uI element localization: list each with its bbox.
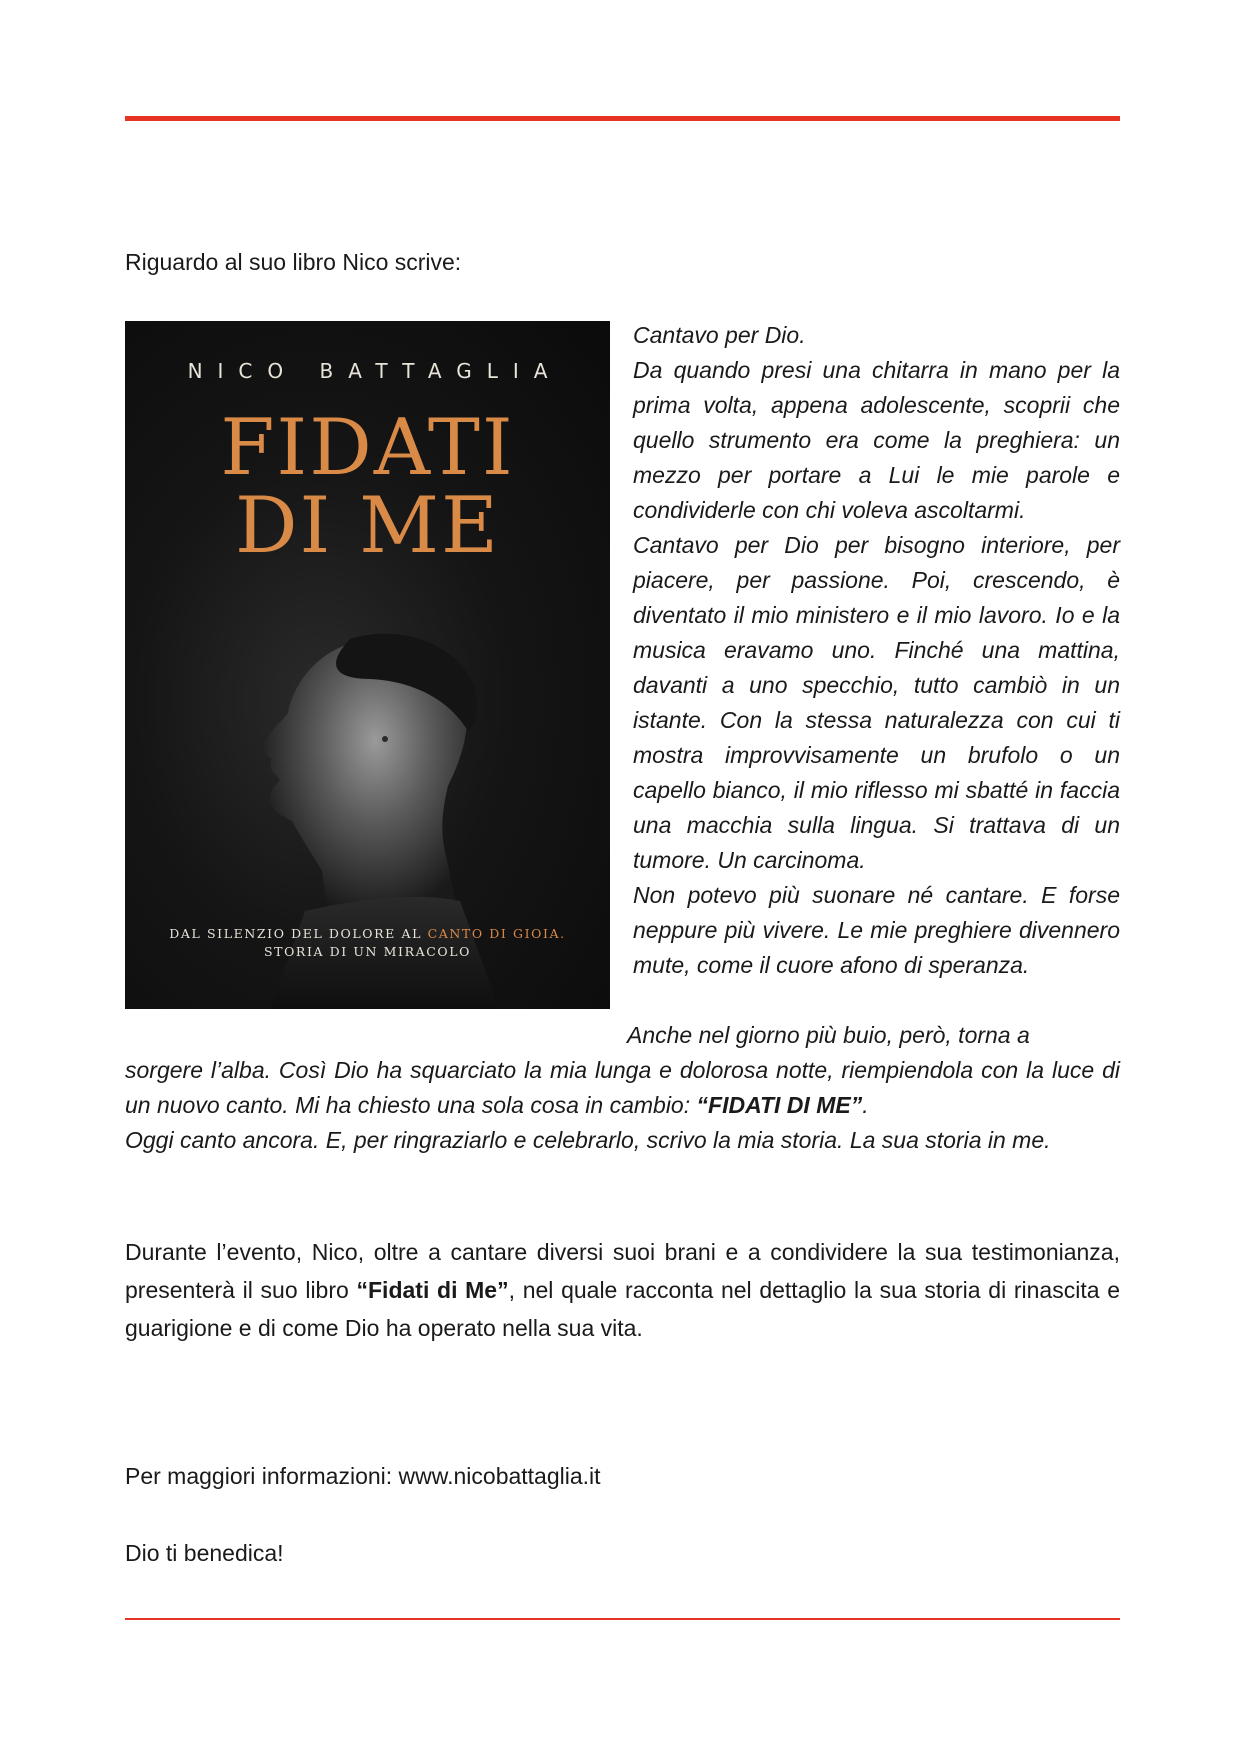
more-info-text: Per maggiori informazioni: www.nicobattaglia.it [125,1463,601,1489]
bottom-divider [125,1618,1120,1620]
cover-title-line-2: DI ME [235,481,500,571]
quote-paragraph-1: Cantavo per Dio. [633,322,806,348]
top-divider [125,116,1120,121]
book-quote-continuation [125,1018,1120,1158]
book-cover-image [125,321,610,1009]
quote-paragraph-2: Da quando presi una chitarra in mano per la prima volta, appena adolescente, scoprii che quello strumento era come la preghiera: un mezzo per portare a Lui le mie parole e condividerle con chi voleva ascoltarmi. [633,357,1120,523]
quote-paragraph-5 [125,1053,1120,1123]
cover-subtitle [125,925,610,961]
event-book-title: “Fidati di Me” [356,1277,509,1303]
quote-paragraph-4: Non potevo più suonare né cantare. E forse neppure più vivere. Le mie preghiere divennero mute, come il cuore afono di speranza. [633,882,1120,978]
event-text-before: Durante l’evento, Nico, oltre a cantare diversi suoi brani e a condividere la sua testimonianza, presenterà il suo libro [125,1239,1120,1303]
quote-paragraph-5-end: . [862,1092,869,1118]
event-description [125,1233,1120,1347]
blessing-text: Dio ti benedica! [125,1540,284,1566]
cover-subtitle-part-1: DAL SILENZIO DEL DOLORE AL [169,926,428,941]
book-quote-column [633,318,1120,983]
cover-subtitle-line-2: STORIA DI UN MIRACOLO [263,944,471,959]
cover-title-line-1: FIDATI [220,403,515,493]
quote-paragraph-6: Oggi canto ancora. E, per ringraziarlo e celebrarlo, scrivo la mia storia. La sua storia in me. [125,1127,1051,1153]
quote-paragraph-5-text: sorgere l’alba. Così Dio ha squarciato la mia lunga e dolorosa notte, riempiendola con la luce di un nuovo canto. Mi ha chiesto una sola cosa in cambio: [125,1057,1120,1118]
intro-text: Riguardo al suo libro Nico scrive: [125,249,462,275]
quote-paragraph-3: Cantavo per Dio per bisogno interiore, per piacere, per passione. Poi, crescendo, è diventato il mio ministero e il mio lavoro. Io e la musica eravamo uno. Finché una mattina, davanti a uno specchio, tutto cambiò in un istante. Con la stessa naturalezza con cui ti mostra improvvisamente un brufolo o un capello bianco, il mio riflesso mi sbatté in faccia una macchia sulla lingua. Si trattava di un tumore. Un carcinoma. [633,532,1120,873]
cover-author: NICO BATTAGLIA [187,359,563,383]
quote-book-title: “FIDATI DI ME” [696,1092,863,1118]
quote-paragraph-5-start: Anche nel giorno più buio, però, torna a [627,1022,1030,1048]
event-text-after: , nel quale racconta nel dettaglio la sua storia di rinascita e guarigione e di come Dio ha operato nella sua vita. [125,1277,1120,1341]
cover-subtitle-accent: CANTO DI GIOIA. [427,926,566,941]
cover-title [125,403,610,571]
